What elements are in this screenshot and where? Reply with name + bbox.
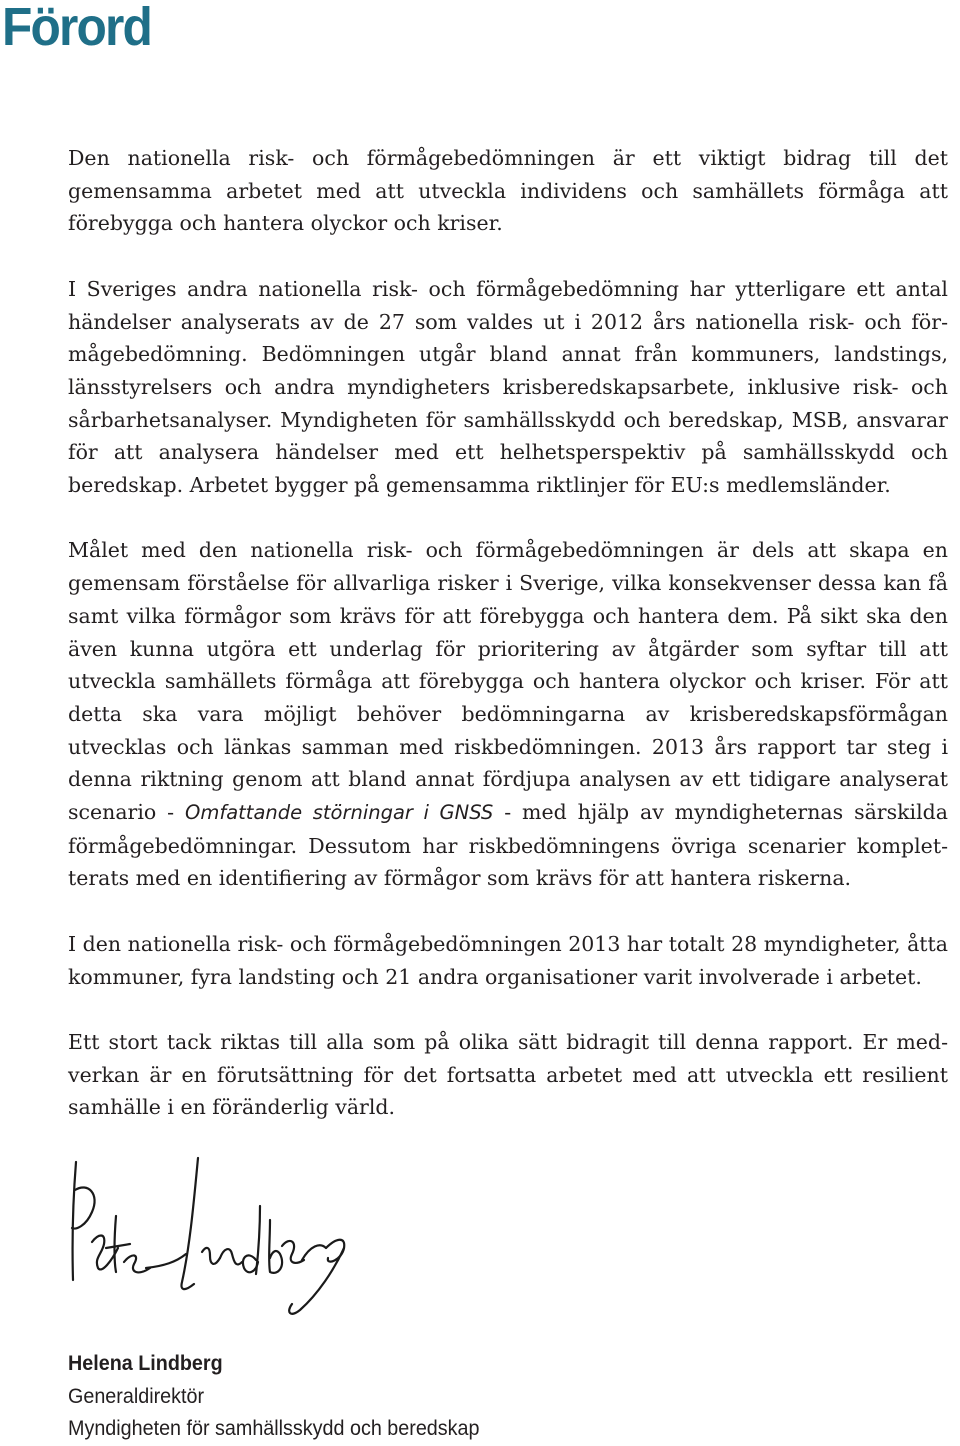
paragraph-participants: I den nationella risk- och förmågebedömningen 2013 har totalt 28 myndigheter, åtta kommuner, fyra landsting och 21 andra organisationer varit involverade i arbetet. [68,931,948,989]
scenario-title: Omfattande störningar i GNSS [185,801,494,825]
paragraph-goal-text-end: - med hjälp av myndigheternas särskilda förmågebedömningar. Dessutom har riskbedömningens övriga scenarier kompletterats med en identifiering av förmågor som krävs för att hantera riskerna. [68,800,949,891]
foreword-body [68,142,948,1124]
paragraph-assessment: I Sveriges andra nationella risk- och förmågebedömning har ytterligare ett antal händelser analyserats av de 27 som valdes ut i 2012 års nationella risk- och förmågebedömning. Bedömningen utgår bland annat från kommuners, landstings, länsstyrelsers och andra myndigheters krisberedskapsarbete, inklusive risk- och sårbarhetsanalyser. Myndigheten för samhällsskydd och beredskap, MSB, ansvarar för att analysera händelser med ett helhetsperspektiv på samhällsskydd och beredskap. Arbetet bygger på gemensamma riktlinjer för EU:s medlemsländer. [68,276,948,498]
paragraph-goal-text: Målet med den nationella risk- och förmågebedömningen är dels att skapa en gemensam förståelse för allvarliga risker i Sverige, vilka konsekvenser dessa kan få samt vilka förmågor som krävs för att förebygga och hantera dem. På sikt ska den även kunna utgöra ett underlag för prioritering av åtgärder som syftar till att utveckla samhällets förmåga att förebygga och hantera olyckor och kriser. För att detta ska vara möjligt behöver bedömningarna av krisberedskapsförmågan utvecklas och länkas samman med riskbedömningen. 2013 års rapport tar steg i denna riktning genom att bland annat fördjupa analysen av ett tidigare analyserat scenario - [68,538,948,825]
paragraph-goal [68,534,948,895]
page-title: Förord [2,0,152,57]
handwritten-signature [64,1150,364,1325]
signatory-title: Generaldirektör [68,1384,205,1408]
paragraph-intro: Den nationella risk- och förmågebedömningen är ett viktigt bidrag till det gemensamma arbetet med att utveckla individens och samhällets förmåga att förebygga och hantera olyckor och kriser. [68,146,948,236]
signatory-organization: Myndigheten för samhällsskydd och beredskap [68,1417,480,1440]
signatory-name: Helena Lindberg [68,1352,223,1375]
signoff-block [68,1348,506,1446]
paragraph-thanks: Ett stort tack riktas till alla som på olika sätt bidragit till denna rapport. Er medverkan är en förutsättning för det fortsatta arbetet med att utveckla ett resilient samhälle i en föränderlig värld. [68,1029,948,1120]
